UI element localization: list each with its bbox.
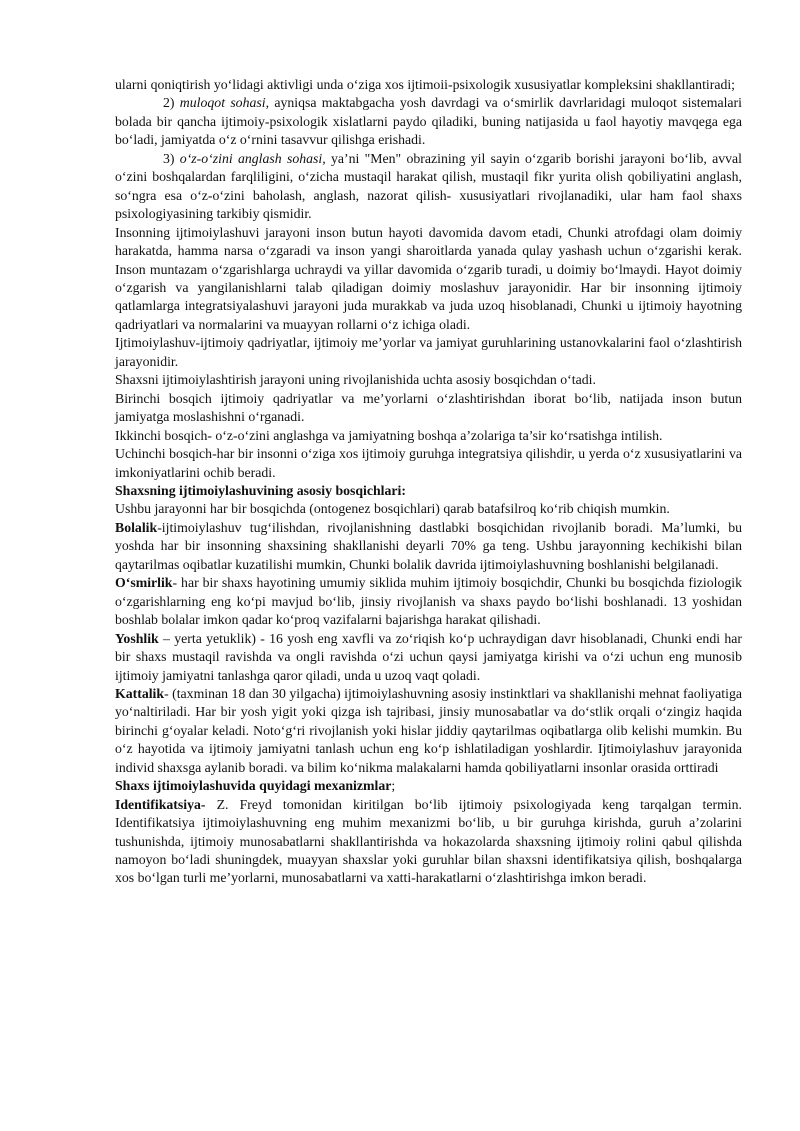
list-number: 3) [163,150,180,166]
paragraph-osmirlik [115,574,742,629]
term-bold: Oʻsmirlik [115,575,173,591]
paragraph-text: , ayniqsa maktabgacha yosh davrdagi va oʻsmirlik davrlaridagi muloqot sistemalari bolada bir qancha ijtimoiy-psixologik xislatlarni paydo qiladiki, buning natijasida u faol hayotiy mavqega ega boʻladi, jamiyatda oʻz oʻrnini tasavvur qilishga erishadi. [115,95,742,148]
section-heading [115,777,742,795]
paragraph: Insonning ijtimoiylashuvi jarayoni inson butun hayoti davomida davom etadi, Chunki atrofdagi olam doimiy harakatda, hamma narsa oʻzgaradi va inson yangi sharoitlarda yanada qulay yashash uchun oʻzgarishi kerak. Inson muntazam oʻzgarishlarga uchraydi va yillar davomida oʻzgarib turadi, u doimiy boʻlmaydi. Hayot doimiy oʻzgarish va yangilanishlarni talab qiladigan doimiy moslashuv jarayonidir. Har bir insonning ijtimoiy qatlamlarga integratsiyalashuvi jarayoni juda murakkab va juda uzoq hisoblanadi, Chunki u ijtimoiy hayotning qadriyatlari va normalarini va muayyan rollarni oʻz ichiga oladi. [115,224,742,332]
term-bold: Bolalik [115,519,158,535]
list-item-2 [115,94,742,149]
document-page [115,76,742,888]
paragraph: Shaxsni ijtimoiylashtirish jarayoni uning rivojlanishida uchta asosiy bosqichdan oʻtadi. [115,372,596,388]
paragraph-text: , ya’ni "Men" obrazining yil sayin oʻzgarib borishi jarayoni boʻlib, avval oʻzini boshqalardan farqliligini, oʻzicha mustaqil harakat qilish, mustaqil fikr yurita olish qobiliyatini anglash, soʻngra esa oʻz-oʻzini baholash, anglash, nazorat qilish- xususiyatlari rivojlanadiki, ular ham faol shaxs psixologiyasining tarkibiy qismidir. [115,150,742,222]
section-heading: Shaxsning ijtimoiylashuvining asosiy bosqichlari: [115,482,406,498]
paragraph: Ijtimoiylashuv-ijtimoiy qadriyatlar, ijtimoiy me’yorlar va jamiyat guruhlarining ustanovkalarini faol oʻzlashtirish jarayonidir. [115,335,742,369]
heading-text: Shaxs ijtimoiylashuvida quyidagi mexanizmlar [115,778,392,794]
paragraph: Ushbu jarayonni har bir bosqichda (ontogenez bosqichlari) qarab batafsilroq koʻrib chiqish mumkin. [115,501,670,517]
list-number: 2) [163,95,180,111]
paragraph-text: – yerta yetuklik) - 16 yosh eng xavfli va zoʻriqish koʻp uchraydigan davr hisoblanadi, Chunki endi har bir shaxs mustaqil ravishda va ongli ravishda oʻzi uchun qaysi jamiyatga kirishi va oʻzi uchun eng munosib ijtimoiy jamiyatni tanlashga qaror qiladi, unda u uzoq vaqt qoladi. [115,630,742,683]
paragraph-yoshlik [115,630,742,685]
paragraph: Birinchi bosqich ijtimoiy qadriyatlar va me’yorlarni oʻzlashtirishdan iborat boʻlib, natijada inson butun jamiyatga moslashishni oʻrganadi. [115,390,742,425]
list-item-3 [115,150,742,224]
term-bold: Identifikatsiya- [115,796,206,812]
paragraph-bolalik [115,519,742,574]
paragraph-text: - har bir shaxs hayotining umumiy siklida muhim ijtimoiy bosqichdir, Chunki bu bosqichda fiziologik oʻzgarishlarning eng koʻpi mavjud boʻlib, jinsiy rivojlanish va shaxs paydo boʻlishi boshlanadi. 13 yoshidan boshlab bolalar imkon qadar koʻproq vazifalarni bajarishga harakat qilishadi. [115,575,742,628]
paragraph-text: - (taxminan 18 dan 30 yilgacha) ijtimoiylashuvning asosiy instinktlari va shakllanishi mehnat faoliyatiga yoʻnaltiriladi. Har bir yosh yigit yoki qizga ish tajribasi, jinsiy munosabatlar va doʻstlik orqali oʻzingiz haqida birinchi gʻoyalar keladi. Notoʻgʻri rivojlanish yoki hislar jiddiy qaytarilmas oqibatlarga olib kelishi mumkin. Bu oʻz hayotida va ijtimoiy jamiyatni tanlash uchun eng koʻp ishlatiladigan yoshlardir. Ijtimoiylashuv jarayonida individ shaxsga aylanib boradi. va bilim koʻnikma malakalarni hamda qobiliyatlarni insonlar orasida orttiradi [115,685,742,775]
paragraph-identifikatsiya [115,796,742,888]
paragraph-kattalik [115,685,742,777]
paragraph-text: Z. Freyd tomonidan kiritilgan boʻlib ijtimoiy psixologiyada keng tarqalgan termin. Identifikatsiya ijtimoiylashuvning eng muhim mexanizmi boʻlib, u bir guruhga kirishda, guruh a’zolarini tushunishda, ijtimoiy munosabatlarni shakllantirishda va hokazolarda shaxsning ijtimoiy rolini qabul qilishda namoyon boʻladi shuningdek, muayyan shaxslar yoki guruhlar bilan shaxsni identifikatsiya qilish, boshqalarga xos boʻlgan turli me’yorlarni, munosabatlarni va xatti-harakatlarni oʻzlashtirishga imkon beradi. [115,796,742,886]
paragraph: ularni qoniqtirish yoʻlidagi aktivligi unda oʻziga xos ijtimoii-psixologik xususiyatlar kompleksini shakllantiradi; [115,77,736,92]
paragraph: Uchinchi bosqich-har bir insonni oʻziga xos ijtimoiy guruhga integratsiya qilishdir, u yerda oʻz xususiyatlarini va imkoniyatlarini ochib beradi. [115,446,742,480]
paragraph-text: -ijtimoiylashuv tugʻilishdan, rivojlanishning dastlabki bosqichidan rivojlanib boradi. Ma’lumki, bu yoshda har bir insonning shaxsining shakllanishi deyarli 70% ga teng. Ushbu jarayonning kechikishi bilan qaytarilmas oqibatlar kuzatilishi mumkin, Chunki bolalik davrida ijtimoiylashuvning boshlanishi belgilanadi. [115,519,742,572]
term-bold: Yoshlik [115,630,159,646]
term-italic: muloqot sohasi [179,95,266,111]
heading-punct: ; [391,778,396,794]
paragraph: Ikkinchi bosqich- oʻz-oʻzini anglashga va jamiyatning boshqa a’zolariga ta’sir koʻrsatishga intilish. [115,427,663,443]
term-italic: oʻz-oʻzini anglash sohasi [179,150,323,166]
term-bold: Kattalik [115,685,165,701]
